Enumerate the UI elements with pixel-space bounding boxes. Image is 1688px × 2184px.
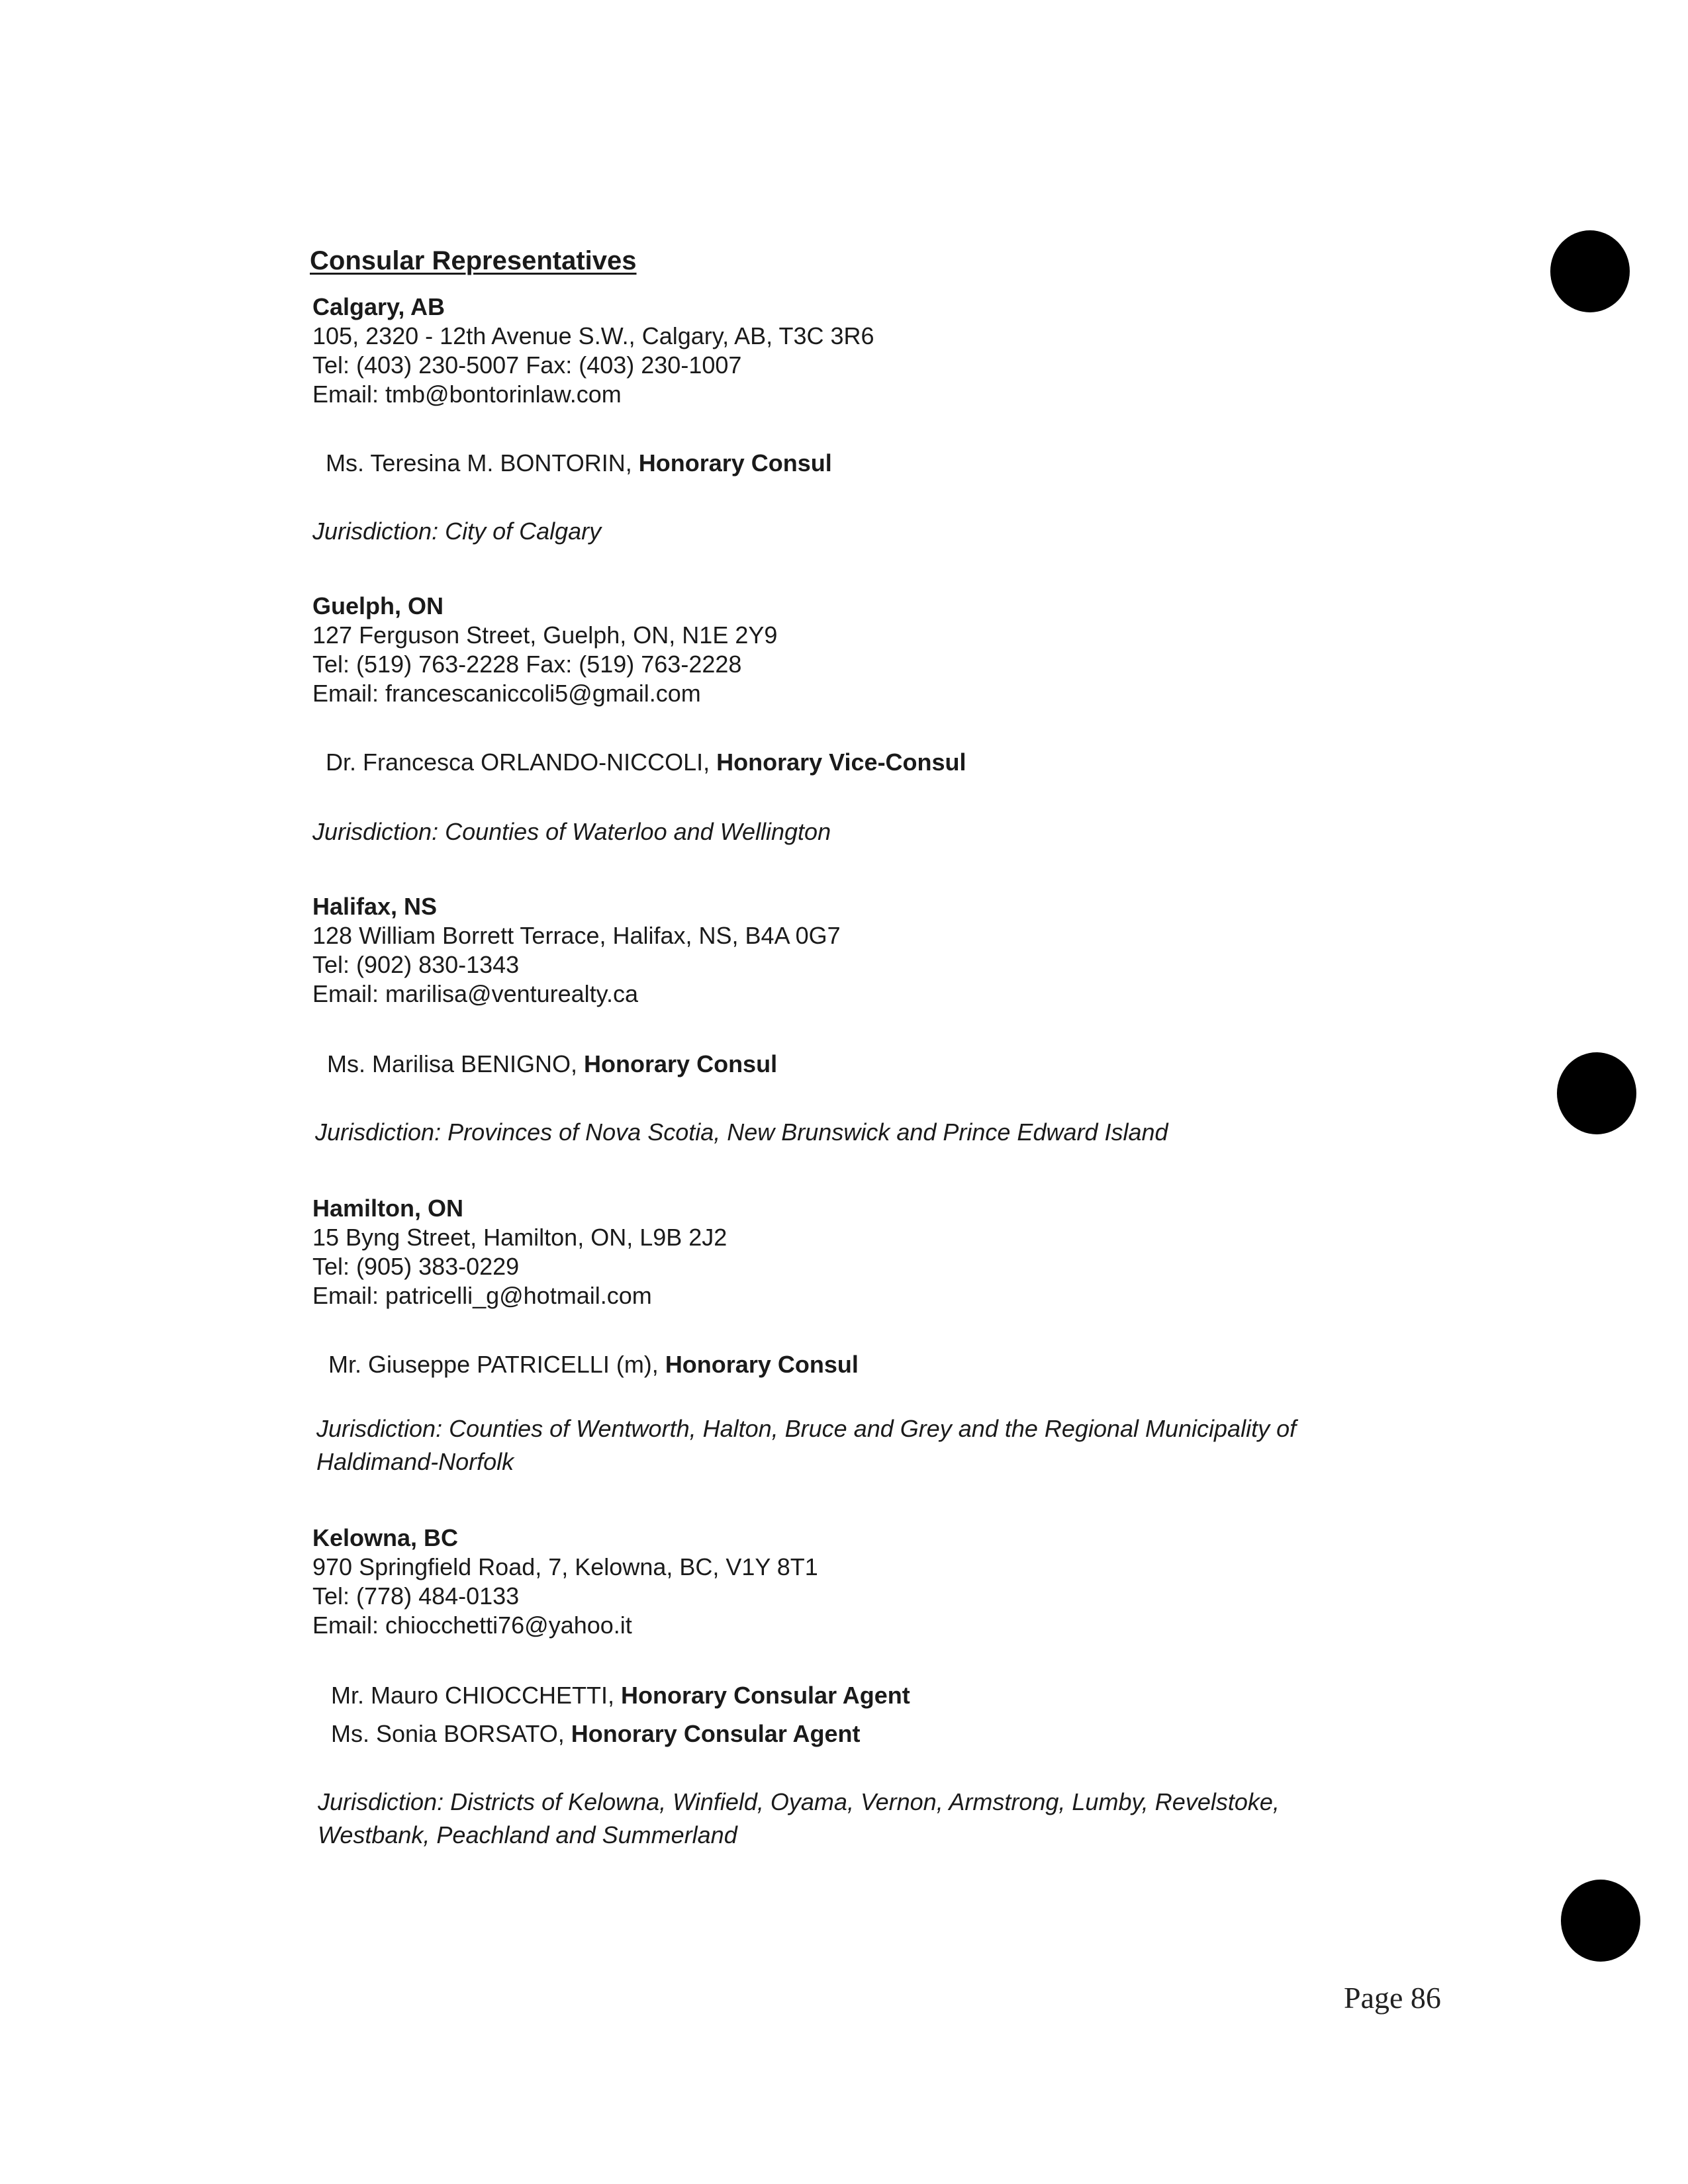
page-heading: Consular Representatives <box>310 246 637 275</box>
representative-name: Ms. Teresina M. BONTORIN, <box>326 449 639 477</box>
representative <box>326 748 966 777</box>
consulate-entry-guelph <box>312 592 1398 708</box>
representative-name: Mr. Giuseppe PATRICELLI (m), <box>328 1351 665 1378</box>
page-number: Page 86 <box>1344 1981 1441 2015</box>
city-name: Kelowna, BC <box>312 1524 459 1551</box>
phone: Tel: (902) 830-1343 <box>312 951 520 978</box>
city-name: Guelph, ON <box>312 592 444 619</box>
representative-name: Dr. Francesca ORLANDO-NICCOLI, <box>326 749 717 776</box>
city-name: Hamilton, ON <box>312 1195 464 1222</box>
jurisdiction: Jurisdiction: Counties of Wentworth, Halton, Bruce and Grey and the Regional Municipality of Haldimand-Norfolk <box>316 1415 1297 1475</box>
jurisdiction: Jurisdiction: City of Calgary <box>312 518 602 545</box>
email: Email: francescaniccoli5@gmail.com <box>312 680 701 707</box>
representative-role: Honorary Consul <box>665 1351 859 1378</box>
address: 105, 2320 - 12th Avenue S.W., Calgary, AB, T3C 3R6 <box>312 322 874 349</box>
jurisdiction: Jurisdiction: Provinces of Nova Scotia, New Brunswick and Prince Edward Island <box>315 1118 1168 1146</box>
address: 15 Byng Street, Hamilton, ON, L9B 2J2 <box>312 1224 727 1251</box>
phone: Tel: (778) 484-0133 <box>312 1582 520 1610</box>
address: 970 Springfield Road, 7, Kelowna, BC, V1Y 8T1 <box>312 1553 818 1580</box>
email: Email: patricelli_g@hotmail.com <box>312 1282 652 1309</box>
representative <box>326 449 832 478</box>
phone-fax: Tel: (403) 230-5007 Fax: (403) 230-1007 <box>312 351 742 379</box>
representative-name: Mr. Mauro CHIOCCHETTI, <box>331 1682 622 1709</box>
address: 127 Ferguson Street, Guelph, ON, N1E 2Y9 <box>312 621 778 649</box>
city-name: Calgary, AB <box>312 293 445 320</box>
punch-hole <box>1557 1052 1636 1134</box>
email: Email: chiocchetti76@yahoo.it <box>312 1612 632 1639</box>
representative-role: Honorary Vice-Consul <box>716 749 966 776</box>
consulate-entry-kelowna <box>312 1524 1398 1640</box>
punch-hole <box>1561 1880 1640 1962</box>
representative <box>327 1050 777 1079</box>
representative <box>331 1719 861 1749</box>
address: 128 William Borrett Terrace, Halifax, NS, B4A 0G7 <box>312 922 841 949</box>
representative <box>328 1350 859 1379</box>
representative-role: Honorary Consul <box>638 449 832 477</box>
representative-role: Honorary Consul <box>584 1050 778 1077</box>
consulate-entry-halifax <box>312 892 1398 1009</box>
consulate-entry-calgary <box>312 293 1398 409</box>
phone-fax: Tel: (519) 763-2228 Fax: (519) 763-2228 <box>312 651 742 678</box>
phone: Tel: (905) 383-0229 <box>312 1253 520 1280</box>
jurisdiction: Jurisdiction: Counties of Waterloo and Wellington <box>312 818 831 845</box>
city-name: Halifax, NS <box>312 893 438 920</box>
representative-role: Honorary Consular Agent <box>621 1682 910 1709</box>
consulate-entry-hamilton <box>312 1194 1398 1310</box>
representative <box>331 1681 910 1710</box>
email: Email: tmb@bontorinlaw.com <box>312 381 622 408</box>
email: Email: marilisa@venturealty.ca <box>312 980 639 1007</box>
jurisdiction: Jurisdiction: Districts of Kelowna, Winfield, Oyama, Vernon, Armstrong, Lumby, Revelstoke, Westbank, Peachland and Summerland <box>318 1788 1280 1848</box>
punch-hole <box>1550 230 1630 312</box>
representative-name: Ms. Sonia BORSATO, <box>331 1720 571 1747</box>
representative-role: Honorary Consular Agent <box>571 1720 861 1747</box>
representative-name: Ms. Marilisa BENIGNO, <box>327 1050 585 1077</box>
